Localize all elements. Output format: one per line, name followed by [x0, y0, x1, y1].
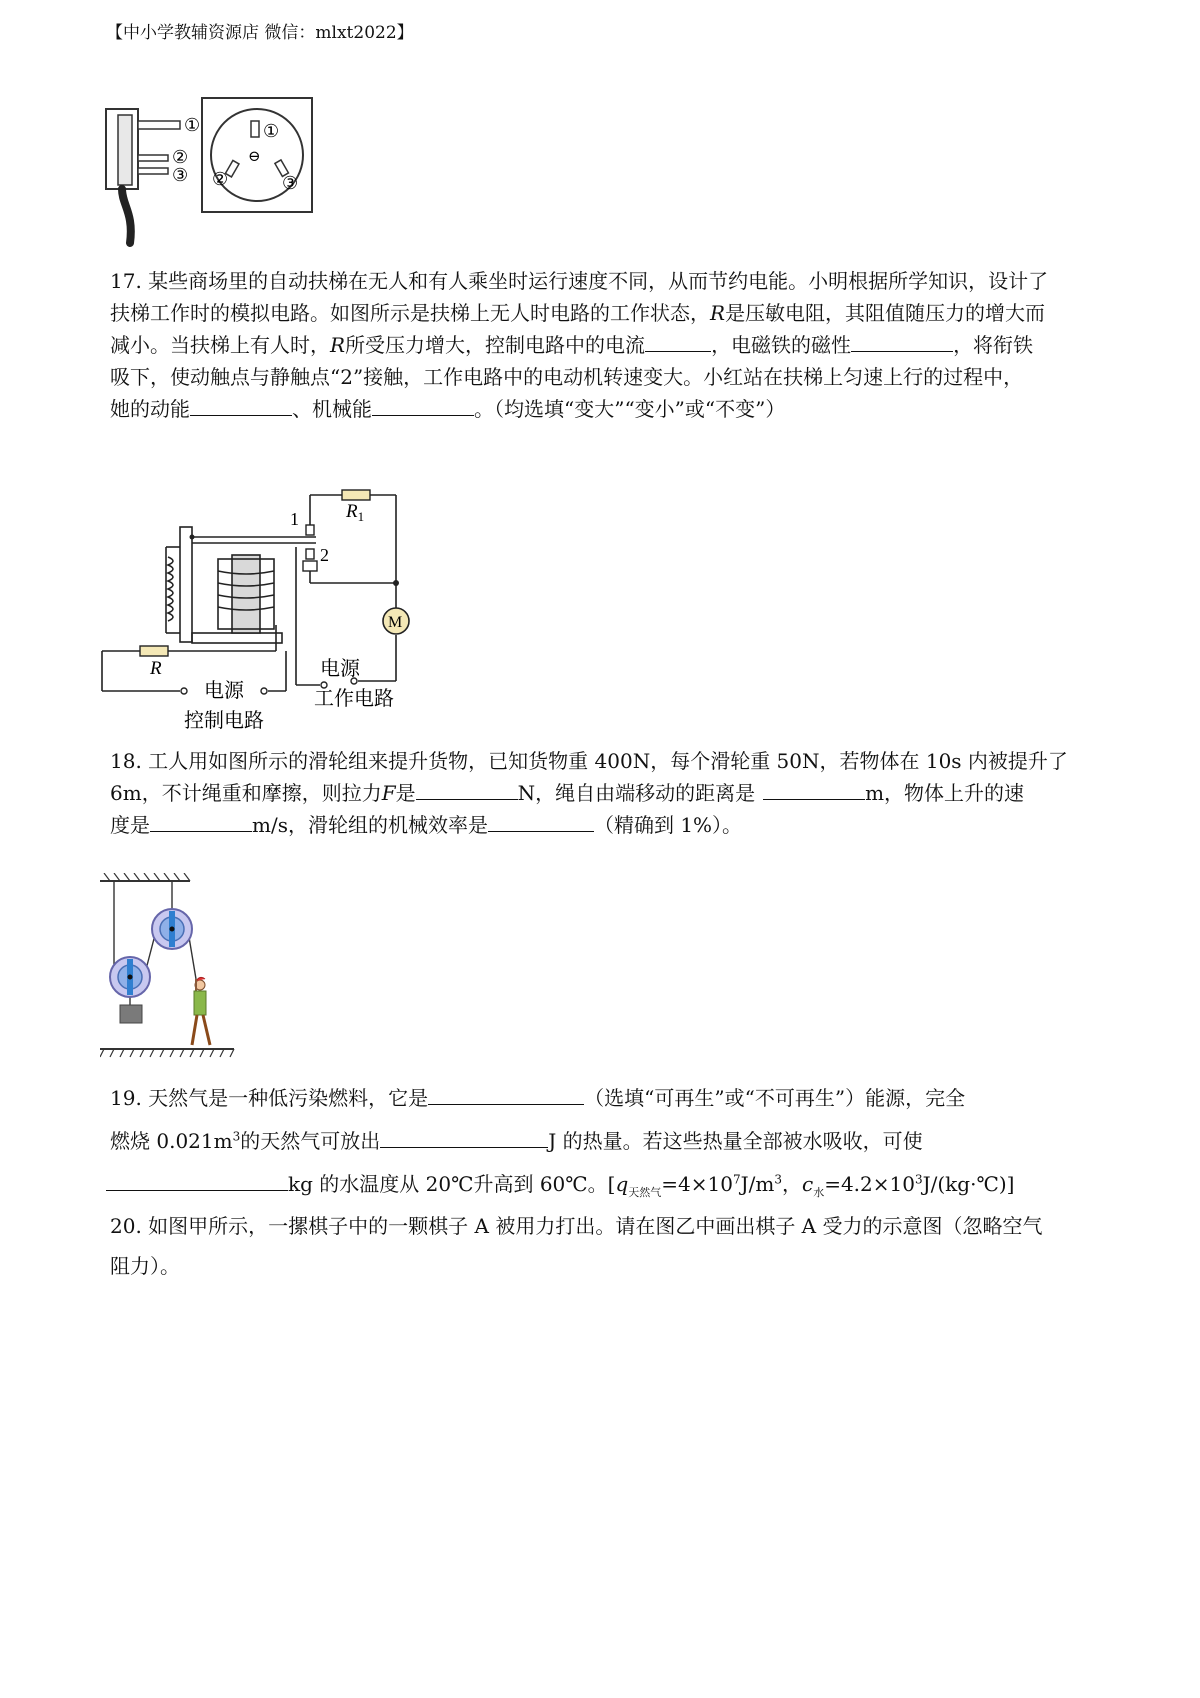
answer-blank-distance[interactable] [763, 777, 865, 800]
plug-socket-figure [100, 95, 360, 255]
control-source-label: 电源 [204, 680, 244, 702]
answer-blank-water-mass[interactable] [106, 1168, 288, 1191]
q18-line-3: 度是 m/s，滑轮组的机械效率是 （精确到 1%）。 [110, 809, 1100, 841]
pulley-figure [100, 873, 240, 1063]
answer-blank-force[interactable] [416, 777, 518, 800]
q18-line-2: 6m，不计绳重和摩擦，则拉力F是 N，绳自由端移动的距离是 m，物体上升的速 [110, 777, 1100, 809]
answer-blank-mechanical-energy[interactable] [372, 393, 474, 416]
contact-2-label: 2 [320, 545, 329, 565]
answer-blank-efficiency[interactable] [488, 809, 594, 832]
question-18 [110, 745, 1100, 841]
answer-blank-magnetism[interactable] [851, 329, 953, 352]
ground-symbol: ⊖ [248, 147, 261, 165]
q19-line-3: kg 的水温度从 20℃升高到 60℃。[$q_{天然气}=4\times 10^7J/m^3$，$c_水=4.2\times 10^3J/(kg\cdot℃)$] [110, 1163, 1100, 1206]
pressure-resistor-label: R [150, 658, 162, 679]
socket-label-3: ③ [282, 173, 299, 194]
q17-line-2: 扶梯工作时的模拟电路。如图所示是扶梯上无人时电路的工作状态，R是压敏电阻，其阻值随压力的增大而 [110, 301, 1046, 325]
relay-circuit-figure [100, 475, 460, 745]
question-19 [110, 1077, 1100, 1206]
q17-line-1: 17. 某些商场里的自动扶梯在无人和有人乘坐时运行速度不同，从而节约电能。小明根据所学知识，设计了 [110, 269, 1049, 293]
answer-blank-energy-type[interactable] [428, 1082, 584, 1105]
control-circuit-caption: 控制电路 [184, 710, 264, 732]
question-20 [110, 1210, 1100, 1282]
q20-line-1: 20. 如图甲所示，一摞棋子中的一颗棋子 A 被用力打出。请在图乙中画出棋子 A 受力的示意图（忽略空气 [110, 1214, 1043, 1238]
plug-label-1: ① [184, 115, 201, 136]
socket-label-1: ① [263, 121, 280, 142]
work-source-label: 电源 [320, 658, 360, 680]
plug-label-2: ② [172, 147, 189, 168]
q17-line-4: 吸下，使动触点与静触点“2”接触，工作电路中的电动机转速变大。小红站在扶梯上匀速上行的过程中， [110, 365, 1024, 389]
q17-line-3: 减小。当扶梯上有人时，R所受压力增大，控制电路中的电流 ，电磁铁的磁性 ，将衔铁 [110, 329, 1100, 361]
q17-line-5: 她的动能 、机械能 。（均选填“变大”“变小”或“不变”） [110, 393, 1100, 425]
resistor-r1-label: $R_1$ [346, 501, 365, 524]
motor-label: M [388, 614, 403, 631]
answer-blank-heat[interactable] [380, 1125, 548, 1148]
q19-line-1: 19. 天然气是一种低污染燃料，它是 （选填“可再生”或“不可再生”）能源，完全 [110, 1077, 1100, 1120]
plug-label-3: ③ [172, 165, 189, 186]
q19-line-2: 燃烧 $0.021m^3$的天然气可放出 J 的热量。若这些热量全部被水吸收，可使 [110, 1120, 1100, 1163]
question-17 [110, 265, 1100, 425]
page-header: 【中小学教辅资源店 微信：mlxt2022】 [106, 23, 414, 43]
contact-1-label: 1 [290, 509, 299, 529]
q20-line-2: 阻力）。 [110, 1254, 180, 1278]
work-circuit-caption: 工作电路 [314, 688, 394, 710]
answer-blank-current[interactable] [645, 329, 711, 352]
socket-label-2: ② [212, 169, 229, 190]
answer-blank-kinetic-energy[interactable] [190, 393, 292, 416]
q18-line-1: 18. 工人用如图所示的滑轮组来提升货物，已知货物重 400N，每个滑轮重 50N，若物体在 10s 内被提升了 [110, 749, 1068, 773]
answer-blank-speed[interactable] [150, 809, 252, 832]
